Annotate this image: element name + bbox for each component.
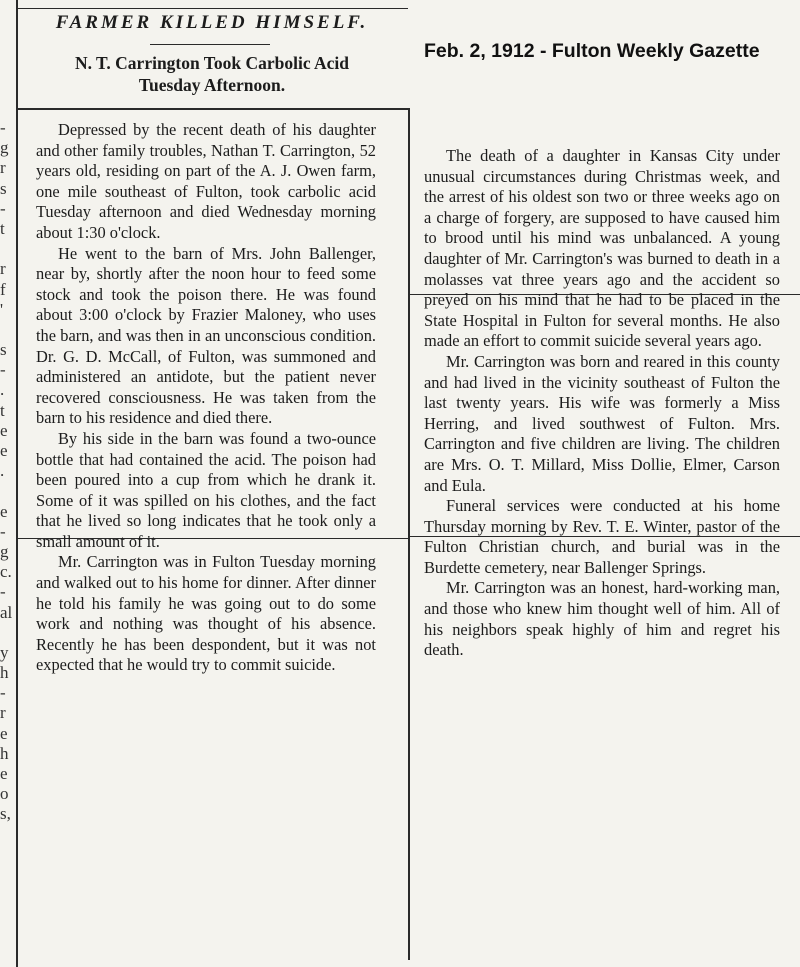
edge-fragment: h: [0, 663, 9, 683]
edge-fragment: -: [0, 582, 6, 602]
edge-fragment: e: [0, 723, 8, 743]
edge-fragment: r: [0, 158, 6, 178]
edge-fragment: h: [0, 743, 9, 763]
article-column-2: [424, 146, 780, 661]
edge-fragment: e: [0, 420, 8, 440]
edge-fragment: o: [0, 784, 9, 804]
edge-fragment: t: [0, 218, 5, 238]
edge-fragment: s: [0, 178, 7, 198]
edge-fragment: -: [0, 198, 6, 218]
headline-divider-rule: [150, 44, 270, 45]
paragraph: Mr. Carrington was born and reared in this county and had lived in the vicinity southeast of Fulton the last twenty years. His wife was formerly a Miss Herring, and lived southwest of Fulton. Mrs. Carrington and five children are living. The children are Mrs. O. T. Millard, Miss Dollie, Elmer, Carson and Eula.: [424, 351, 780, 495]
paragraph: By his side in the barn was found a two-ounce bottle that had contained the acid. The poison had been poured into a cup from which he drank it. Some of it was spilled on his clothes, and the fact that he lived so long indicates that he took only a small amount of it.: [36, 428, 376, 551]
paragraph: Depressed by the recent death of his daughter and other family troubles, Nathan T. Carrington, 52 years old, residing on part of the A. J. Owen farm, one mile southeast of Fulton, took carbolic acid Tuesday afternoon and died Wednesday morning about 1:30 o'clock.: [36, 120, 376, 242]
edge-fragment: [0, 239, 14, 259]
edge-fragment: f: [0, 279, 6, 299]
edge-fragment: -: [0, 683, 6, 703]
subheadline: [18, 52, 406, 96]
subheadline-line-2: Tuesday Afternoon.: [138, 75, 286, 95]
edge-fragment: s: [0, 340, 7, 360]
edge-fragment: .: [0, 461, 5, 481]
edge-fragment: -: [0, 521, 6, 541]
headline: FARMER KILLED HIMSELF.: [55, 12, 369, 33]
center-column-rule: [408, 108, 410, 960]
edge-fragment: r: [0, 259, 6, 279]
adjacent-column-fragments: [0, 118, 14, 825]
edge-fragment: r: [0, 703, 6, 723]
paragraph: The death of a daughter in Kansas City under unusual circumstances during Christmas week, and the arrest of his oldest son two or three weeks ago on a charge of forgery, are supposed to have caused him to brood until his mind was unbalanced. A young daughter of Mr. Carrington's was burned to death in a molasses vat three years ago and the accident so preyed on his mind that he had to be placed in the State Hospital in Fulton for several months. He also made an effort to commit suicide several years ago.: [424, 146, 780, 351]
edge-fragment: ': [0, 299, 4, 319]
headline-bottom-rule: [18, 108, 408, 110]
article-column-1: [36, 120, 376, 676]
headline-top-rule: [18, 8, 408, 9]
edge-fragment: t: [0, 400, 5, 420]
subheadline-line-1: N. T. Carrington Took Carbolic Acid: [74, 53, 350, 73]
paragraph: Funeral services were conducted at his home Thursday morning by Rev. T. E. Winter, pastor of the Fulton Christian church, and burial was in the Burdette cemetery, near Ballenger Springs.: [424, 496, 780, 577]
edge-fragment: .: [0, 380, 5, 400]
edge-fragment: e: [0, 441, 8, 460]
edge-fragment: g: [0, 138, 9, 158]
edge-fragment: [0, 481, 14, 501]
source-date-label: Feb. 2, 1912 - Fulton Weekly Gazette: [424, 40, 760, 62]
edge-fragment: [0, 623, 14, 643]
edge-fragment: al: [0, 602, 13, 622]
edge-fragment: [0, 320, 14, 340]
edge-fragment: e: [0, 764, 8, 783]
paragraph: Mr. Carrington was in Fulton Tuesday morning and walked out to his home for dinner. After dinner he told his family he was going out to do some work and nothing was thought of his absence. Recently he has been despondent, but it was not expected that he would try to commit suicide.: [36, 552, 376, 675]
edge-fragment: -: [0, 360, 6, 380]
left-column-rule: [16, 0, 18, 967]
edge-fragment: g: [0, 541, 9, 561]
edge-fragment: s,: [0, 804, 11, 824]
edge-fragment: c.: [0, 562, 12, 582]
edge-fragment: -: [0, 118, 6, 137]
edge-fragment: e: [0, 501, 8, 521]
paragraph: He went to the barn of Mrs. John Ballenger, near by, shortly after the noon hour to feed some stock and took the poison there. He was found about 3:00 o'clock by Frazier Maloney, who uses the barn, and was then in an unconscious condition. Dr. G. D. McCall, of Fulton, was summoned and administered an antidote, but the patient never recovered consciousness. He was taken from the barn to his residence and died there.: [36, 243, 376, 428]
paragraph: Mr. Carrington was an honest, hard-working man, and those who knew him thought well of him. All of his neighbors speak highly of him and regret his death.: [424, 578, 780, 660]
edge-fragment: y: [0, 642, 9, 662]
